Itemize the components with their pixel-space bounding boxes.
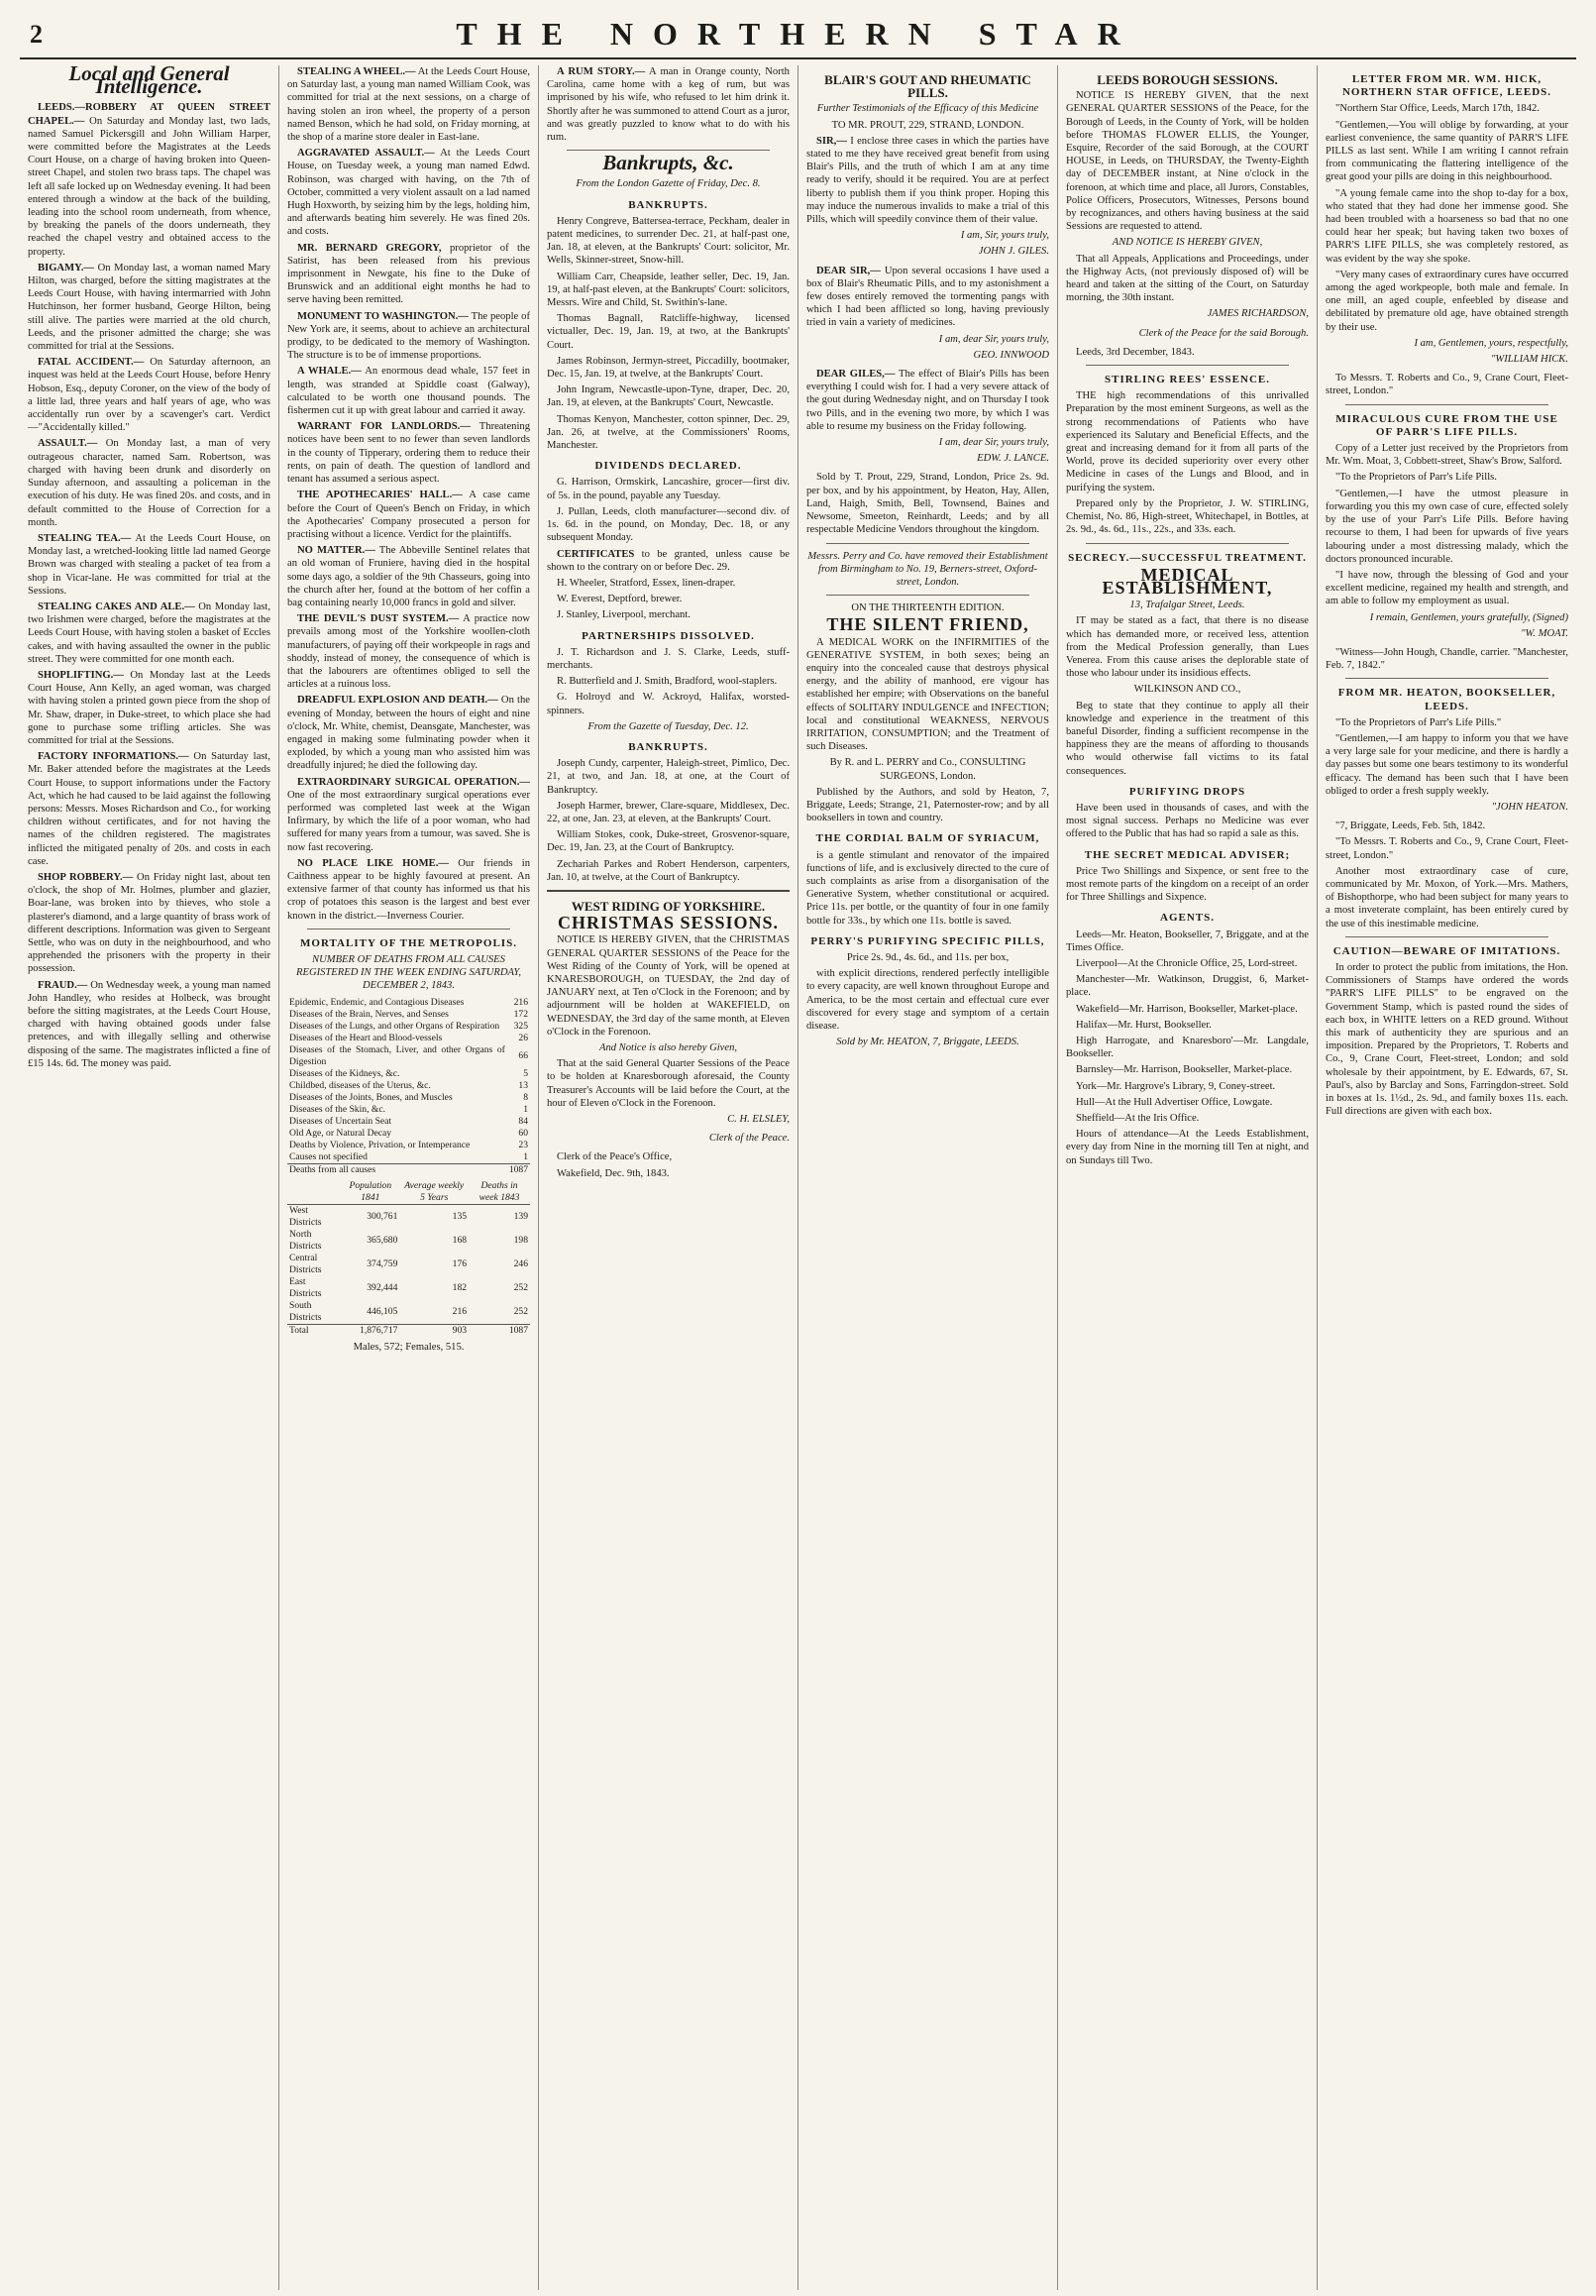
mortality-cause-row [287,1021,530,1033]
cause-deaths: 60 [518,1127,528,1139]
heaton-signer: "JOHN HEATON. [1491,801,1568,813]
news-item-lead: AGGRAVATED ASSAULT.— [297,148,435,160]
hick-dateline: "Northern Star Office, Leeds, March 17th, 1842. [1335,103,1540,115]
adviser-heading: THE SECRET MEDICAL ADVISER; [1084,848,1291,861]
specific-sold-by: Sold by Mr. HEATON, 7, Briggate, LEEDS. [836,1037,1019,1048]
divider [826,543,1029,544]
district-row [287,1253,530,1276]
borough-sessions-text: NOTICE IS HEREBY GIVEN, that the next GENERAL QUARTER SESSIONS of the Peace, for the Borough of Leeds, in the County of York, will be holden before THOMAS FLOWER ELLIS, the Younger, Esquire, Recorder of the said Borough, at the COURT HOUSE, in Leeds, on THURSDAY, the Twenty-Eighth day of DECEMBER instant, at Nine o'clock in the forenoon, at which time and place, all Jurors, Constables, Police Officers, Prosecutors, Witnesses, Persons bound by recognizances, and others having business at the said Sessions are requested to attend. [1066,90,1309,233]
specific-text: with explicit directions, rendered perfectly intelligible to every capacity, are well known throughout Europe and America, to be the most certain and effectual cure ever discovered for every stage and symptom of a certain disease. [806,968,1049,1032]
cause-label: Diseases of the Skin, &c. [289,1103,385,1115]
borough-date: Leeds, 3rd December, 1843. [1076,346,1195,358]
heaton-address: "7, Briggate, Leeds, Feb. 5th, 1842. [1335,820,1486,832]
cause-deaths: 26 [518,1032,528,1043]
cause-label: Diseases of the Kidneys, &c. [289,1067,400,1079]
stirling-text: THE high recommendations of this unrivalled Preparation by the most eminent Surgeons, as well as the strong recommendations of Patients who have experienced its Salutary and Beneficial Effects, and the great and increasing demand for it from all parts of the World, prove its decided superiority over every other Medicine in cases of the Lungs and Blood, and in purifying the system. [1066,390,1309,493]
stirling-heading: STIRLING REES' ESSENCE. [1105,374,1270,386]
miracle-witness: "Witness—John Hough, Chandle, carrier. "Manchester, Feb. 7, 1842." [1326,646,1568,672]
mortality-cause-row [287,1009,530,1021]
district-avg: 216 [452,1305,468,1317]
blairs-agents: Sold by T. Prout, 229, Strand, London, Price 2s. 9d. per box, and by his appointment, by Heaton, Hay, Allen, Land, Haigh, Smith, Bell, Townsend, Baines and Newsome, Smeeton, Reinhardt, Leeds; and by all respectable Medicine Vendors throughout the kingdom. [806,472,1049,536]
mortality-cause-row [287,1128,530,1140]
news-item-text: One of the most extraordinary surgical operations ever performed was completed last week at the Wigan Infirmary, by which the life of a poor woman, who had suffered for many years from a tumour, was saved. She is now fast recovering. [287,789,530,853]
letter-paragraph: "Gentlemen,—I am happy to inform you that we have a very large sale for your medicine, and there is hardly a day passes but some one bears testimony to its wonderful efficacy. The demand has been such that I have been obliged to order a fresh supply weekly. [1326,732,1568,797]
silent-friend-heading: THE SILENT FRIEND, [826,614,1029,635]
sessions-text-2: That at the said General Quarter Sessions of the Peace to be holden at Knaresborough aforesaid, the County Treasurer's Accounts will be laid before the Court, at the hour of Eleven o'Clock in the Forenoon. [547,1058,790,1109]
news-item-lead: BIGAMY.— [38,262,94,273]
blairs-subheading: Further Testimonials of the Efficacy of this Medicine [816,103,1039,115]
news-item-text: A practice now prevails among most of the Yorkshire woollen-cloth manufacturers, of paying off their workpeople in rags and shoddy, instead of money, the consequence of which is that the labourers are oftentimes obliged to sell the articles at a ruinous loss. [287,613,530,691]
news-item-text: A case came before the Court of Queen's Bench on Friday, in which the Apothecaries' Company prosecuted a person for practising without a licence. Verdict for the plaintiffs. [287,490,530,540]
sessions-signer-title: Clerk of the Peace. [708,1133,790,1145]
testimonial-closing: I am, dear Sir, yours truly, [938,333,1049,345]
hick-close: I am, Gentlemen, yours, respectfully, [1414,337,1568,349]
hours-text: Hours of attendance—At the Leeds Establishment, every day from Nine in the morning till Ten at night, and on Sundays till Two. [1066,1129,1309,1166]
letter-paragraph: "A young female came into the shop to-day for a box, who stated that they had done her immense good. She had been troubled with a hoarseness so bad that no one could hear her speak; but having taken two boxes of PARR'S LIFE PILLS, she was completely restored, as was evident by the way she spoke. [1326,187,1568,265]
blairs-to-line: TO MR. PROUT, 229, STRAND, LONDON. [831,119,1024,131]
column-1 [20,65,279,2290]
cause-label: Diseases of the Stomach, Liver, and other Organs of Digestion [289,1043,505,1067]
news-item-lead: SHOPLIFTING.— [38,669,124,681]
cause-label: Deaths by Violence, Privation, or Intemperance [289,1139,471,1150]
news-item-lead: THE APOTHECARIES' HALL.— [297,490,463,501]
borough-sessions-heading: LEEDS BOROUGH SESSIONS. [1097,72,1278,87]
district-pop: 392,444 [367,1281,398,1293]
cause-label: Diseases of the Heart and Blood-vessels [289,1032,443,1043]
sessions-text: NOTICE IS HEREBY GIVEN, that the CHRISTMAS GENERAL QUARTER SESSIONS of the Peace for the West Riding of the County of York, will be opened at KNARESBOROUGH, on TUESDAY, the 2nd day of JANUARY next, at Ten o'Clock in the Forenoon; and by adjournment will be holden at WAKEFIELD, on WEDNESDAY, the 3rd day of the same month, at Eleven o'Clock in the Forenoon. [547,934,790,1038]
district-row [287,1204,530,1229]
cause-deaths: 1 [523,1150,528,1162]
edition-line: ON THE THIRTEENTH EDITION. [851,602,1005,614]
mortality-total-row: Deaths from all causes 1087 [289,1163,528,1175]
testimonial-closing: I am, Sir, yours truly, [960,230,1049,242]
district-row [287,1276,530,1300]
medical-kicker: SECRECY.—SUCCESSFUL TREATMENT. [1068,551,1307,564]
testimonial-signer: GEO. INNWOOD [973,349,1049,361]
certificate-entry: H. Wheeler, Stratford, Essex, linen-draper. [557,577,736,589]
cause-label: Childbed, diseases of the Uterus, &c. [289,1079,431,1091]
news-item [287,544,530,609]
news-item-lead: DREADFUL EXPLOSION AND DEATH.— [297,695,498,707]
letter-paragraph: "I have now, through the blessing of God and your excellent medicine, regained my health and strength, and am able to follow my employment as usual. [1326,569,1568,607]
cause-deaths: 216 [513,996,528,1008]
news-item-text: Our friends in Caithness appear to be highly favoured at present. An extensive farmer of that county has informed us that his crop of potatoes this season is the largest and best ever known in the district.—Inverness Courier. [287,857,530,922]
testimonial-text: Upon several occasions I have used a box of Blair's Rheumatic Pills, and to my astonishment a few doses entirely removed the tormenting pangs with which I had been afflicted so long, having previously tried in vain a variety of medicines. [806,265,1049,329]
mortality-sex-line: Males, 572; Females, 515. [353,1341,465,1353]
drops-text: Have been used in thousands of cases, and with the most signal success. Perhaps no Medicine was ever offered to the Public that has had so rapid a sale as this. [1066,802,1309,840]
agent-entry: Manchester—Mr. Watkinson, Druggist, 6, Market-place. [1066,974,1309,999]
agents-label: AGENTS. [1160,912,1215,925]
miracle-close: I remain, Gentlemen, yours gratefully, (Signed) [1369,611,1568,623]
cause-deaths: 84 [518,1115,528,1127]
testimonial-signer: EDW. J. LANCE. [977,453,1049,465]
mortality-cause-row [287,1140,530,1151]
news-item [287,776,530,854]
district-name: North Districts [289,1228,322,1252]
testimonial-salute: SIR,— [816,135,847,147]
cause-label: Diseases of the Lungs, and other Organs of Respiration [289,1020,500,1032]
news-item [28,601,270,666]
district-week: 252 [513,1305,528,1317]
news-item-text: At the Leeds Court House, on Tuesday week, a young man named Edwd. Robinson, was charged with having, on the 7th of October, committed a very violent assault on a lad named Hugh Hoxworth, by seizing him by the legs, holding him, and afterwards beating him severely. He was fined 20s. and costs. [287,148,530,238]
miracle-letter [1326,471,1568,607]
cordial-text: is a gentle stimulant and renovator of the impaired functions of life, and is exclusively directed to the cure of such complaints as arise from a disorganisation of the Generative System, whether constitutional or acquired. Price 11s. per bottle, or the quantity of four in one family bottle for 33s., by which one 11s. bottle is saved. [806,849,1049,927]
news-item-text: An enormous dead whale, 157 feet in length, was stranded at Spiddle coast (Galway), calculated to be worth one thousand pounds. The fishermen cut it up with great labour and carried it away. [287,366,530,417]
certificate-entry: W. Everest, Deptford, brewer. [557,594,683,605]
news-item-lead: FACTORY INFORMATIONS.— [38,751,189,763]
news-item [28,356,270,434]
borough-signer-title: Clerk of the Peace for the said Borough. [1138,327,1309,339]
mortality-cause-row [287,1068,530,1080]
miracle-intro: Copy of a Letter just received by the Proprietors from Mr. Wm. Moat, 3, Cobbett-street, Shaw's Brow, Salford. [1326,443,1568,468]
heaton-letter [1326,716,1568,798]
perry-removal-notice: Messrs. Perry and Co. have removed their Establishment from Birmingham to No. 19, Berners-street, Oxford-street, London. [807,550,1048,588]
district-week: 139 [513,1210,528,1222]
stirling-proprietor: Prepared only by the Proprietor, J. W. STIRLING, Chemist, No. 86, High-street, Whitechapel, in Bottles, at 2s. 9d., 4s. 6d., 11s., 22s., and 33s. each. [1066,497,1309,536]
district-row [287,1229,530,1253]
local-news-list [28,101,270,1070]
district-pop: 365,680 [367,1234,398,1246]
letter-paragraph: "To the Proprietors of Parr's Life Pills." [1335,716,1502,728]
bankrupt-entry: William Stokes, cook, Duke-street, Grosvenor-square, Dec. 19, Jan. 23, at the Court of Bankruptcy. [547,829,790,854]
bankrupt-entry: James Robinson, Jermyn-street, Piccadilly, bootmaker, Dec. 15, Jan. 19, at twelve, at the Bankrupts' Court. [547,355,790,381]
news-item [287,857,530,923]
bankrupt-entry: Henry Congreve, Battersea-terrace, Peckham, dealer in patent medicines, to surrender Dec. 21, at half-past one, Jan. 18, at eleven, at the Bankrupts' Court: solicitor, Mr. Wells, Skinner-street, Snow-hill. [547,215,790,267]
news-item-lead: FATAL ACCIDENT.— [38,357,145,369]
dividend-entry: G. Harrison, Ormskirk, Lancashire, grocer—first div. of 5s. in the pound, payable any Tuesday. [547,477,790,501]
news-item-text: The people of New York are, it seems, about to achieve an architectural prodigy, to be dedicated to the memory of Washington. The structure is to be of immense proportions. [287,310,530,362]
cause-label: Diseases of the Joints, Bones, and Muscles [289,1091,453,1103]
mortality-causes-table [287,997,530,1176]
news-item-text: On Monday last, a woman named Mary Hilton, was charged, before the sitting magistrates at the Leeds Court House, with having intermarried with John Hutchinson, her former husband, George Hilton, being still alive. The parties were married at the old church, Leeds, and the prisoner admitted the charge; she was committed for trial at the Sessions. [28,262,270,353]
district-pop: 300,761 [367,1210,398,1222]
caution-text: In order to protect the public from imitations, the Hon. Commissioners of Stamps have ordered the words "PARR'S LIFE PILLS" to be engraved on the Government Stamp, which is pasted round the sides of each box, in WHITE letters on a RED ground. Without this mark of authenticity they are spurious and an imposition. Prepared by the Proprietors, T. Roberts and Co., 9, Crane Court, Fleet-street, London; and sold wholesale by their appointment, by E. Edwards, 67, St. Paul's, also by Barclay and Sons, Farringdon-street. Sold in boxes at 1s. 1½d., 2s. 9d., and family boxes 11s. each. Full directions are given with each box. [1326,961,1568,1118]
agent-entry: York—Mr. Hargrove's Library, 9, Coney-street. [1076,1080,1276,1092]
district-avg: 135 [452,1210,468,1222]
mortality-cause-row [287,1044,530,1068]
bankrupt-entry: John Ingram, Newcastle-upon-Tyne, draper, Dec. 20, Jan. 19, at eleven, at the Bankrupts' Court, Newcastle. [547,384,790,409]
mortality-districts-table [287,1180,530,1337]
letter-paragraph: "Gentlemen,—I have the utmost pleasure in forwarding you this my own case of cure, effected solely by the use of your Parr's Life Pills. Before having recourse to them, I had been for upwards of five years labouring under a most distressing malady, which the doctors pronounced incurable. [1326,488,1568,565]
cause-label: Diseases of the Brain, Nerves, and Senses [289,1008,449,1020]
column-5 [1058,65,1318,2290]
york-text: Another most extraordinary case of cure, communicated by Mr. Moxon, of York.—Mrs. Mathers, of Bishopthorpe, who had been subject for many years to a most inveterate complaint, has been entirely cured by the use of this inestimable medicine. [1326,865,1568,929]
bankrupt-entry: Thomas Kenyon, Manchester, cotton spinner, Dec. 29, Jan. 26, at twelve, at the Commissioners' Rooms, Manchester. [547,413,790,452]
certificates-list [547,577,790,622]
district-header-cell [287,1180,341,1205]
mortality-cause-row [287,1092,530,1104]
news-item [28,669,270,747]
dividend-entry: J. Pullan, Leeds, cloth manufacturer—second div. of 1s. 6d. in the pound, on Monday, Dec. 18, or any subsequent Monday. [547,505,790,544]
news-item-lead: A WHALE.— [297,366,362,378]
news-item-text: On Saturday last, Mr. Baker attended before the magistrates at the Leeds Court House, to support informations under the Factory Act, which he had caused to be laid against the following persons: Messrs. Moses Richardson and Co., for working children without certificates, and for not having the names of the children registered. The magistrates inflicted the mitigated penalty of 20s. and costs in each case. [28,751,270,867]
letter-paragraph: "Gentlemen,—You will oblige by forwarding, at your earliest convenience, the same quantity of PARR'S LIFE PILLS as last sent. While I am writing I cannot refrain from communicating the flattering intelligence of the great good your pills are doing in this neighbourhood. [1326,119,1568,183]
news-list [287,65,530,923]
column-6 [1318,65,1576,2290]
news-item-lead: LEEDS.—ROBBERY AT QUEEN STREET CHAPEL.— [28,102,270,127]
cause-label: Diseases of Uncertain Seat [289,1115,392,1127]
testimonial-body [806,368,1049,433]
mortality-cause-row [287,1151,530,1164]
bankrupts-label-2: BANKRUPTS. [628,740,708,753]
news-item-lead: WARRANT FOR LANDLORDS.— [297,421,471,433]
news-item [28,979,270,1070]
divider [1086,365,1289,366]
masthead [20,14,1576,59]
news-item [287,310,530,363]
district-week: 246 [513,1257,528,1269]
certificates-note: CERTIFICATES to be granted, unless cause be shown to the contrary on or before Dec. 29. [547,548,791,573]
news-item-lead: SHOP ROBBERY.— [38,871,134,883]
mortality-cause-row [287,1080,530,1092]
drops-heading: PURIFYING DROPS [1128,785,1246,798]
mortality-subheading: NUMBER OF DEATHS FROM ALL CAUSES REGISTERED IN THE WEEK ENDING SATURDAY, DECEMBER 2, 1843. [296,954,521,992]
news-item-lead: EXTRAORDINARY SURGICAL OPERATION.— [297,776,530,788]
district-week: 252 [513,1281,528,1293]
silent-friend-publisher: Published by the Authors, and sold by Heaton, 7, Briggate, Leeds; Strange, 21, Paternoster-row; and by all booksellers in town and country. [806,786,1049,824]
bankrupts-heading: Bankrupts, &c. [602,151,734,175]
cause-deaths: 8 [523,1091,528,1103]
news-item-text: On Monday last, a man of very outrageous character, named Sam. Robertson, was charged with having been drunk and disorderly on Sunday afternoon, and assaulting a policeman in the execution of his duty. He was fined 20s. and costs, and in default committed to the House of Correction for a month. [28,438,270,528]
cordial-heading: THE CORDIAL BALM OF SYRIACUM, [815,832,1040,845]
district-header-cell: Average weekly 5 Years [399,1180,469,1205]
news-item-text: Threatening notices have been sent to no fewer than seven landlords in the county of Tipperary, ordering them to reduce their rents, on pain of death. The question of landlord and tenant has assumed a serious aspect. [287,421,530,486]
bankrupts-list [547,215,790,452]
testimonial-text: I enclose three cases in which the parties have stated to me they have received great benefit from using Blair's Pills, and the truth of which I am at any time ready to verify, should it be required. You are at perfect liberty to publish them if you think proper. Hoping this may induce the numerous invalids to make a trial of this Pills, which will speedily convince them of their value. [806,135,1049,226]
column-4 [798,65,1058,2290]
news-item [287,147,530,238]
news-item-text: At the Leeds Court House, on Monday last, a wretched-looking little lad named George Brown was charged with stealing a packet of tea from a shop in Vicar-lane. He was committed for trial at the Sessions. [28,532,270,597]
news-item-lead: NO PLACE LIKE HOME.— [297,857,449,869]
page-number: 2 [30,20,43,49]
news-item-lead: STEALING A WHEEL.— [297,66,416,77]
partnership-entry: J. T. Richardson and J. S. Clarke, Leeds, stuff-merchants. [547,646,790,671]
cause-deaths: 325 [513,1020,528,1032]
letter-paragraph: "To the Proprietors of Parr's Life Pills. [1335,472,1497,484]
district-name: West Districts [289,1204,322,1228]
hick-letter [1326,119,1568,334]
divider [547,890,790,892]
news-item: A RUM STORY.— A man in Orange county, North Carolina, came home with a keg of rum, but was imprisoned by his wife, who refused to let him drink it. Shortly after he was summoned to attend Court as a juror, and was greatly puzzled to know what to do with his rum. [547,66,790,144]
news-item-text: On Monday last at the Leeds Court House, Ann Kelly, an aged woman, was charged with having stolen a printed gown piece from the shop of Mr. Shaw, draper, in Duke-street, to which place she had gone to purchase some trifling articles. She was committed for trial at the Sessions. [28,669,270,746]
partnerships-label: PARTNERSHIPS DISSOLVED. [582,629,755,642]
specific-price: Price 2s. 9d., 4s. 6d., and 11s. per box, [846,951,1010,963]
mortality-heading: MORTALITY OF THE METROPOLIS. [300,936,517,949]
gazette-line: From the London Gazette of Friday, Dec. 8. [576,178,761,190]
news-item-text: The Abbeville Sentinel relates that an old woman of Fruniere, having died in the hospital some days ago, a soldier of the 9th Chasseurs, going into the church after her, found at the bottom of her coffin a bag containing nearly 10,000 francs in gold and silver. [287,545,530,608]
news-item [28,532,270,598]
borough-sessions-text-2: That all Appeals, Applications and Proceedings, under the Highway Acts, (not previously disposed of) will be heard and taken at the sitting of the Court, on Saturday morning, the 30th instant. [1066,253,1309,304]
news-item [287,242,530,307]
borough-signer: JAMES RICHARDSON, [1207,308,1309,320]
testimonial-body [806,135,1049,226]
cause-deaths: 5 [523,1067,528,1079]
dividends-list [547,476,790,544]
gazette-line-2: From the Gazette of Tuesday, Dec. 12. [587,720,749,732]
news-item-lead: MR. BERNARD GREGORY, [297,242,442,254]
bankrupt-entry: Thomas Bagnall, Ratcliffe-highway, licensed victualler, Dec. 19, Jan. 19, at two, at the Bankrupts' Court. [547,313,790,351]
column-2 [279,65,539,2290]
agent-entry: Hull—At the Hull Advertiser Office, Lowgate. [1076,1096,1273,1108]
district-total-row: Total 1,876,717 903 1087 [289,1324,528,1336]
news-item-text: On Saturday afternoon, an inquest was held at the Leeds Court House, before Henry Hobson, Esq., deputy Coroner, on the view of the body of a little lad, three years and half years of age, who was accidentally run over by a scavenger's cart. Verdict—"Accidentally killed." [28,357,270,434]
testimonial-closing: I am, dear Sir, yours truly, [938,437,1049,449]
news-item-lead: STEALING TEA.— [38,532,132,544]
news-item [28,750,270,868]
testimonial-salute: DEAR GILES,— [816,369,896,381]
district-name: East Districts [289,1275,322,1299]
cause-label: Epidemic, Endemic, and Contagious Diseases [289,996,465,1008]
mortality-cause-row [287,1033,530,1044]
agent-entry: Halifax—Mr. Hurst, Bookseller. [1076,1019,1212,1031]
district-pop: 374,759 [367,1257,398,1269]
dividends-label: DIVIDENDS DECLARED. [594,460,742,473]
news-item-text: At the Leeds Court House, on Saturday last, a young man named William Cook, was committed for trial at the next sessions, on a charge of having stolen an iron wheel, the property of a person named Benson, which he had sold, on Friday morning, at the shop of a marine store dealer in East-lane. [287,66,530,144]
partnership-entry: R. Butterfield and J. Smith, Bradford, wool-staplers. [557,676,778,688]
news-item [287,65,530,144]
cause-deaths: 172 [513,1008,528,1020]
agent-entry: Barnsley—Mr. Harrison, Bookseller, Market-place. [1076,1064,1293,1076]
news-item [28,437,270,528]
agent-entry: Wakefield—Mr. Harrison, Bookseller, Market-place. [1076,1003,1298,1015]
news-item-lead: ASSAULT.— [38,438,98,450]
cause-label: Causes not specified [289,1150,368,1162]
district-row [287,1300,530,1325]
cause-deaths: 13 [518,1079,528,1091]
newspaper-title: THE NORTHERN STAR [456,16,1140,52]
miracle-signer: "W. MOAT. [1521,627,1568,639]
section-heading-local: Local and General Intelligence. [68,65,230,99]
news-item-lead: THE DEVIL'S DUST SYSTEM.— [297,613,460,625]
testimonial-signer: JOHN J. GILES. [978,246,1049,258]
news-item-text: proprietor of the Satirist, has been released from his previous imprisonment in Newgate, his fine to the Duke of Brunswick and an additional eight months he had to serve having been remitted. [287,242,530,306]
cause-deaths: 66 [518,1049,528,1061]
news-item-text: On the evening of Monday, between the hours of eight and nine o'clock, Mr. White, chemist, Deansgate, Manchester, was engaged in making some fulminating powder when it exploded, by which a young man who assisted him was dreadfully injured; he died the following day. [287,695,530,772]
divider [1345,936,1548,937]
borough-notice: AND NOTICE IS HEREBY GIVEN, [1112,237,1263,249]
certificate-entry: J. Stanley, Liverpool, merchant. [557,609,691,621]
medical-address: 13, Trafalgar Street, Leeds. [1129,600,1245,611]
district-header-cell: Population 1841 [341,1180,399,1205]
bankrupts-label: BANKRUPTS. [628,198,708,211]
district-week: 198 [513,1234,528,1246]
district-avg: 176 [452,1257,468,1269]
sessions-notice: And Notice is also hereby Given, [598,1042,738,1053]
hick-signer: "WILLIAM HICK. [1490,354,1568,366]
silent-friend-text: A MEDICAL WORK on the INFIRMITIES of the GENERATIVE SYSTEM, in both sexes; being an enquiry into the concealed cause that destroys physical energy, and the ability of manhood, ere vigour has established her empire; with Observations on the baneful effects of SOLITARY INDULGENCE and INFECTION; local and constitutional WEAKNESS, NERVOUS IRRITATION, CONSUMPTION; and the Treatment of such Diseases. [806,636,1049,753]
divider [1345,404,1548,405]
news-item-text: On Wednesday week, a young man named John Handley, who resides at Holbeck, was brought before the sitting magistrates, at the Leeds Court House, charged with having obtained goods under false pretences, and with illegally selling and otherwise disposing of the same. The magistrates inflicted a fine of £15 14s. 6d. The money was paid. [28,979,270,1069]
mortality-cause-row [287,1104,530,1116]
letter-paragraph: "Very many cases of extraordinary cures have occurred among the aged workpeople, both male and female. In one mill, an aged couple, enfeebled by disease and debilitated by premature old age, have obtained strength by their use. [1326,269,1568,333]
medical-firm: WILKINSON AND CO., [1133,684,1241,696]
medical-text-2: Beg to state that they continue to apply all their knowledge and experience in the treatment of this baneful Disorder, finding a sufficient recompense in the happiness they are the means of affording to thousands who would otherwise fall victims to its fatal consequences. [1066,700,1309,777]
mortality-cause-row [287,997,530,1009]
news-item [287,612,530,691]
district-avg: 182 [452,1281,468,1293]
sessions-region: WEST RIDING OF YORKSHIRE. [571,898,766,914]
miracle-heading: MIRACULOUS CURE FROM THE USE OF PARR'S LIFE PILLS. [1335,412,1558,438]
hick-letter-heading: LETTER FROM MR. WM. HICK, NORTHERN STAR OFFICE, LEEDS. [1341,73,1552,99]
news-item-lead: FRAUD.— [38,979,88,991]
news-item [287,489,530,541]
news-item [28,871,270,976]
district-name: Central Districts [289,1252,322,1275]
adviser-text: Price Two Shillings and Sixpence, or sent free to the most remote parts of the kingdom on a receipt of an order for Three Shillings and Sixpence. [1066,865,1309,904]
news-item-text: On Friday night last, about ten o'clock, the shop of Mr. Holmes, plumber and glazier, Boar-lane, was broken into by thieves, who stole a plasterer's diamond, and a large quantity of brass work of different descriptions. Information was given to Sergeant Settle, who was on duty in the neighbourhood, and who apprehended the prisoners with the property in their possession. [28,871,270,975]
news-item-lead: MONUMENT TO WASHINGTON.— [297,310,469,322]
news-item-lead: STEALING CAKES AND ALE.— [38,601,195,612]
news-item [287,365,530,417]
agents-list [1066,929,1309,1126]
bankrupt-entry: Joseph Harmer, brewer, Clare-square, Middlesex, Dec. 22, at one, Jan. 23, at eleven, at the Bankrupts' Court. [547,800,790,824]
news-item-text: On Saturday and Monday last, two lads, named Samuel Pickersgill and John William Harper, were committed before the Magistrates at the Leeds Court House, on a charge of having broken into Queen-street Chapel, and stolen two brass taps. The chapel was left all safe locked up on Wednesday evening. It had been entered through a window at the back of the building, leading into the school room underneath, from whence, by breaking the panels of the doors underneath, they reached the chapel vestry and obtained access to the property. [28,115,270,258]
agent-entry: Liverpool—At the Chronicle Office, 25, Lord-street. [1076,957,1298,969]
bankrupts-list-2 [547,757,790,884]
news-item-lead: NO MATTER.— [297,545,375,557]
testimonial-letters [806,135,1049,466]
mortality-cause-row [287,1116,530,1128]
agent-entry: Sheffield—At the Iris Office. [1076,1113,1200,1125]
news-item [28,262,270,353]
bankrupt-entry: Joseph Cundy, carpenter, Haleigh-street, Pimlico, Dec. 21, at two, and Jan. 18, at one, at the Court of Bankruptcy. [547,758,790,796]
divider [826,595,1029,596]
district-name: South Districts [289,1299,322,1323]
news-item [287,694,530,772]
sessions-heading: CHRISTMAS SESSIONS. [557,913,780,933]
testimonial-text: The effect of Blair's Pills has been everything I could wish for. I had a very severe attack of the gout during Wednesday night, and on Thursday I took two Pills, and in the evening two more, by which I was able to resume my business on the Friday following. [806,369,1050,432]
cause-deaths: 23 [518,1139,528,1150]
hick-to: To Messrs. T. Roberts and Co., 9, Crane Court, Fleet-street, London." [1326,373,1568,397]
district-avg: 168 [452,1234,468,1246]
medical-heading: MEDICAL ESTABLISHMENT, [1102,564,1273,598]
testimonial-salute: DEAR SIR,— [816,265,881,276]
agent-entry: High Harrogate, and Knaresboro'—Mr. Langdale, Bookseller. [1066,1036,1309,1060]
cause-deaths: 1 [523,1103,528,1115]
heaton-heading: FROM MR. HEATON, BOOKSELLER, LEEDS. [1337,687,1556,712]
district-pop: 446,105 [367,1305,398,1317]
specific-heading: PERRY'S PURIFYING SPECIFIC PILLS, [810,934,1045,947]
district-header-cell: Deaths in week 1843 [469,1180,530,1205]
sessions-office: Clerk of the Peace's Office, [557,1151,673,1163]
divider [1086,543,1289,544]
cause-label: Old Age, or Natural Decay [289,1127,392,1139]
partnerships-list [547,646,790,717]
testimonial-body [806,265,1049,330]
medical-text: IT may be stated as a fact, that there is no disease which has demanded more, or received less, attention from the Medical Profession generally, than Lues Venerea. From this cause arises the deplorable state of those who labour under its insidious effects. [1066,615,1309,680]
news-item-text: On Monday last, two Irishmen were charged, before the magistrates at the Leeds Court House, with having stolen a basket of Eccles cakes, and with having assaulted the owner in the public street. They were committed for one month each. [28,601,270,665]
bankrupt-entry: Zechariah Parkes and Robert Henderson, carpenters, Jan. 10, at twelve, at the Court of Bankruptcy. [547,858,790,883]
sessions-signer: C. H. ELSLEY, [727,1114,790,1126]
silent-friend-authors: By R. and L. PERRY and Co., CONSULTING SURGEONS, London. [829,757,1026,782]
heaton-to: "To Messrs. T. Roberts and Co., 9, Crane Court, Fleet-street, London." [1326,836,1568,861]
sessions-date: Wakefield, Dec. 9th, 1843. [557,1167,670,1179]
bankrupt-entry: William Carr, Cheapside, leather seller, Dec. 19, Jan. 19, at half-past eleven, at the Bankrupts' Court: solicitors, Messrs. Wire and Child, St. Swithin's-lane. [547,271,790,309]
blairs-heading: BLAIR'S GOUT AND RHEUMATIC PILLS. [824,72,1031,101]
columns [20,65,1576,2290]
divider [1345,678,1548,679]
partnership-entry: G. Holroyd and W. Ackroyd, Halifax, worsted-spinners. [547,692,790,716]
news-item [287,420,530,486]
caution-heading: CAUTION—BEWARE OF IMITATIONS. [1332,944,1561,957]
agent-entry: Leeds—Mr. Heaton, Bookseller, 7, Briggate, and at the Times Office. [1066,929,1309,953]
news-item [28,101,270,258]
column-3 [539,65,798,2290]
